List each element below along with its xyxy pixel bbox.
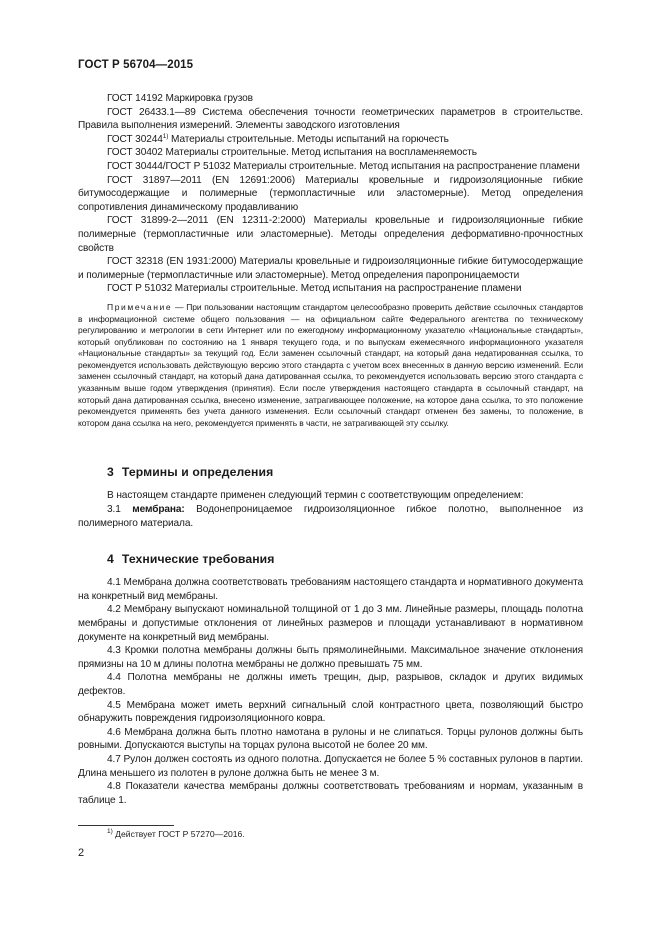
ref-item: ГОСТ 14192 Маркировка грузов — [107, 93, 253, 104]
section-number: 3 — [107, 465, 114, 480]
requirement-item: 4.7 Рулон должен состоять из одного полотна. Допускается не более 5 % составных рулонов в партии. Длина меньшего из полотен в рулоне должна быть не менее 3 м. — [78, 753, 583, 779]
term-number: 3.1 — [107, 504, 133, 516]
note-text: При пользовании настоящим стандартом целесообразно проверить действие ссылочных стандартов в информационной системе общего пользования — на официальном сайте Федерального агентства по техническому регулированию и метрологии в сети Интернет или по ежегодному информационному указателю «Национальные стандарты», который опубликован по состоянию на 1 января текущего года, и по выпускам ежемесячного информационного указателя «Национальные стандарты» за текущий год. Если заменен ссылочный стандарт, на который дана недатированная ссылка, то рекомендуется использовать действующую версию этого стандарта с учетом всех внесенных в данную версию изменений. Если заменен ссылочный стандарт, на который дана датированная ссылка, то рекомендуется использовать версию этого стандарта с указанным выше годом утверждения (принятия). Если после утверждения настоящего стандарта в ссылочный стандарт, на который дана датированная ссылка, внесено изменение, затрагивающее положение, на которое дана ссылка, то это положение рекомендуется применять без учета данного изменения. Если ссылочный стандарт отменен без замены, то положение, в котором дана ссылка на него, рекомендуется применять в части, не затрагивающей эту ссылку. — [78, 301, 583, 428]
ref-item: ГОСТ 30402 Материалы строительные. Метод испытания на воспламеняемость — [107, 147, 477, 159]
ref-code: ГОСТ 30244 — [107, 133, 163, 145]
note-label: Примечание — [107, 301, 173, 312]
document-code-header: ГОСТ Р 56704—2015 — [78, 59, 194, 71]
section-4-heading — [78, 552, 583, 566]
normative-references-list — [78, 92, 583, 296]
footnote — [107, 829, 245, 840]
requirement-item: 4.8 Показатели качества мембраны должны соответствовать требованиям и нормам, указанным в таблице 1. — [78, 781, 583, 806]
page-number: 2 — [78, 847, 85, 859]
footnote-marker: 1) — [162, 132, 169, 140]
note-paragraph — [78, 302, 583, 430]
footnote-marker: 1) — [107, 828, 113, 835]
section-title: Технические требования — [121, 552, 275, 567]
requirements-list — [78, 576, 583, 807]
ref-item: ГОСТ 31899-2—2011 (EN 12311-2:2000) Материалы кровельные и гидроизоляционные гибкие полимерные (термопластичные или эластомерные). Методы определения деформативно-прочностных свойств — [78, 215, 583, 254]
footnote-text: Действует ГОСТ Р 57270—2016. — [112, 829, 245, 839]
section-3-intro: В настоящем стандарте применен следующий термин с соответствующим определением: — [107, 490, 524, 502]
section-title: Термины и определения — [121, 465, 274, 480]
requirement-item: 4.2 Мембрану выпускают номинальной толщиной от 1 до 3 мм. Линейные размеры, площадь полотна мембраны и допустимые отклонения от линейных размеров и площади устанавливают в нормативном документе на конкретный вид мембраны. — [78, 604, 583, 643]
requirement-item: 4.3 Кромки полотна мембраны должны быть прямолинейными. Максимальное значение отклонения прямизны на 10 м длины полотна мембраны не должно превышать 75 мм. — [78, 645, 583, 670]
ref-title: Материалы строительные. Методы испытаний на горючесть — [168, 133, 449, 145]
term-name: мембрана: — [132, 504, 185, 516]
ref-item: ГОСТ 26433.1—89 Система обеспечения точности геометрических параметров в строительстве. Правила выполнения измерений. Элементы заводского изготовления — [78, 106, 583, 132]
section-3-heading — [78, 465, 583, 479]
ref-item: ГОСТ 31897—2011 (EN 12691:2006) Материалы кровельные и гидроизоляционные гибкие битумосодержащие и полимерные (термопластичные или эластомерные). Метод определения сопротивления динамическому продавливанию — [78, 174, 583, 213]
section-number: 4 — [107, 552, 114, 567]
requirement-item: 4.4 Полотна мембраны не должны иметь трещин, дыр, разрывов, складок и других видимых дефектов. — [78, 672, 583, 697]
requirement-item: 4.6 Мембрана должна быть плотно намотана в рулоны и не слипаться. Торцы рулонов должны быть ровными. Допускаются выступы на торцах рулона высотой не более 20 мм. — [78, 726, 583, 752]
requirement-item: 4.5 Мембрана может иметь верхний сигнальный слой контрастного цвета, позволяющий быстро обнаружить повреждения гидроизоляционного ковра. — [78, 699, 583, 725]
term-definition-text: Водонепроницаемое гидроизоляционное гибкое полотно, выполненное из полимерного материала. — [78, 504, 583, 529]
term-definition — [78, 503, 583, 530]
ref-item: ГОСТ 30444/ГОСТ Р 51032 Материалы строительные. Метод испытания на распространение пламени — [107, 160, 580, 172]
ref-item: ГОСТ 32318 (EN 1931:2000) Материалы кровельные и гидроизоляционные гибкие битумосодержащие и полимерные (термопластичные или эластомерные). Метод определения паропроницаемости — [78, 256, 583, 281]
requirement-item: 4.1 Мембрана должна соответствовать требованиям настоящего стандарта и нормативного документа на конкретный вид мембраны. — [78, 577, 583, 602]
footnote-separator — [78, 825, 174, 826]
ref-item-with-footnote — [78, 133, 583, 147]
note-dash: — — [172, 301, 187, 312]
ref-item: ГОСТ Р 51032 Материалы строительные. Метод испытания на распространение пламени — [107, 283, 522, 295]
main-content — [78, 92, 583, 807]
